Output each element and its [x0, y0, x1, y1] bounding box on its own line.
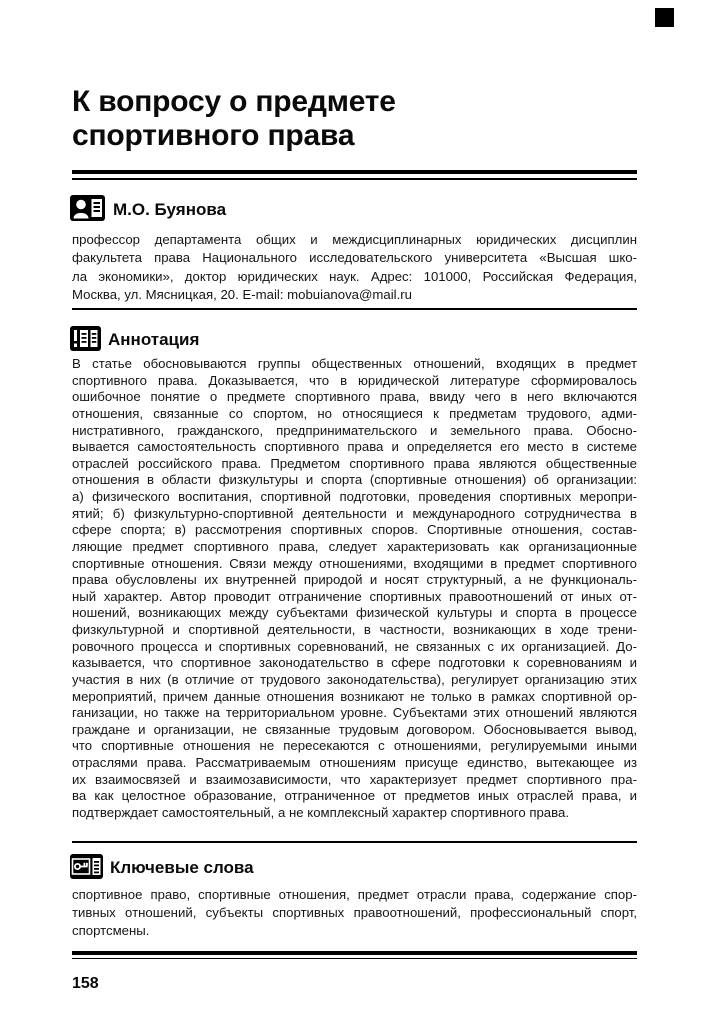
- text-line: мероприятий, причем данные отношения возникают не только в рамках спортивной ор-: [72, 688, 637, 704]
- page-number: 158: [72, 975, 99, 992]
- text-line: физкультурной и спортивной деятельности, в частности, возникающих в ходе трени-: [72, 622, 637, 637]
- text-line: ошибочное понятие о предмете спортивного права, ввиду чего в него включаются: [72, 389, 637, 405]
- text-line: Москва, ул. Мясницкая, 20. E-mail: mobuianova@mail.ru: [72, 287, 412, 303]
- text-line: ла экономики», доктор юридических наук. Адрес: 101000, Российская Федерация,: [72, 268, 637, 284]
- author-name: М.О. Буянова: [113, 200, 227, 219]
- section-divider: [72, 308, 637, 310]
- text-line: отраслями права. Рассматриваемым отношениям присуще единство, вытекающее из: [72, 755, 637, 770]
- text-line: участия в них (в отличие от трудового законодательства), регулирует организацию этих: [72, 671, 637, 687]
- author-row: [70, 194, 226, 222]
- text-line: казывается, что спортивное законодательство в сфере подготовки к соревнованиям и: [72, 655, 637, 671]
- author-affiliation: [72, 231, 637, 305]
- keywords-heading-row: [70, 854, 254, 879]
- text-line: сфере спорта; в) рассмотрения спортивных споров. Спортивные отношения, состав-: [72, 522, 637, 538]
- text-line: В статье обосновываются группы общественных отношений, входящих в предмет: [72, 356, 637, 371]
- text-line: спортивное право, спортивные отношения, предмет отрасли права, содержание спор-: [72, 887, 637, 902]
- text-line: профессор департамента общих и междисциплинарных юридических дисциплин: [72, 232, 637, 247]
- text-line: отношения в области физкультуры и спорта (спортивные отношения) об организации:: [72, 472, 637, 488]
- text-line: вывается самостоятельность спортивного права и определяется его место в системе: [72, 439, 637, 455]
- abstract-heading-row: [70, 326, 199, 351]
- text-line: а) физического воспитания, спортивной подготовки, проведения спортивных меропри-: [72, 489, 637, 504]
- text-line: ный характер. Автор проводит отграничение спортивных правоотношений от иных от-: [72, 588, 637, 604]
- key-document-icon: [70, 854, 103, 879]
- text-line: ятий; б) физкультурно-спортивной деятельности и международного сотрудничества в: [72, 505, 637, 521]
- text-line: отраслей российского права. Предметом спортивного права являются общественные: [72, 455, 637, 471]
- footer-divider-thin: [72, 958, 637, 960]
- keywords-text: [72, 886, 637, 940]
- text-line: права обусловлены их внутренней природой и носят структурный, а не функциональ-: [72, 572, 637, 588]
- footer-divider-thick: [72, 951, 637, 955]
- section-divider: [72, 841, 637, 843]
- article-title-line-1: К вопросу о предмете: [72, 85, 396, 118]
- text-line: факультета права Национального исследовательского университета «Высшая шко-: [72, 250, 637, 266]
- corner-marker: [655, 8, 674, 27]
- text-line: граждане и организации, не связанные трудовым договором. Обосновывается вывод,: [72, 721, 637, 737]
- text-line: спортивного права. Доказывается, что в юридической литературе сформировалось: [72, 372, 637, 388]
- text-line: тивных отношений, субъекты спортивных правоотношений, профессиональный спорт,: [72, 905, 637, 920]
- title-divider-thick: [72, 170, 637, 174]
- text-line: ляющие предмет спортивного права, следует характеризовать как организационные: [72, 538, 637, 554]
- title-divider-thin: [72, 178, 637, 180]
- text-line: ношений, возникающих между субъектами физической культуры и спорта в процессе: [72, 605, 637, 621]
- keywords-heading: Ключевые слова: [110, 858, 254, 877]
- text-line: нистративного, гражданского, предпринимательского и земельного права. Обосно-: [72, 422, 637, 438]
- text-line: подтверждает самостоятельный, а не комплексный характер спортивного права.: [72, 804, 569, 820]
- annotation-document-icon: [70, 326, 101, 351]
- text-line: ганизации, но также на территориальном уровне. Субъектами этих отношений являются: [72, 705, 637, 721]
- text-line: ровочного процесса и спортивных соревнований, не связанных с их организацией. До-: [72, 638, 637, 654]
- text-line: что спортивные отношения не пересекаются с отношениями, регулируемыми иными: [72, 738, 637, 754]
- abstract-text: [72, 356, 637, 822]
- article-title: [72, 85, 647, 153]
- text-line: спортсмены.: [72, 923, 150, 938]
- article-title-line-2: спортивного права: [72, 119, 355, 152]
- person-card-icon: [70, 194, 105, 222]
- text-line: отношения, связанные со спортом, но относящиеся к предметам трудового, адми-: [72, 405, 637, 421]
- abstract-heading: Аннотация: [108, 330, 200, 349]
- text-line: спортивные отношения. Связи между отношениями, входящими в предмет спортивного: [72, 555, 637, 571]
- text-line: ва как целостное образование, отграниченное от предметов иных отраслей права, и: [72, 788, 637, 804]
- text-line: их взаимосвязей и взаимозависимости, что характеризует предмет спортивного пра-: [72, 771, 637, 787]
